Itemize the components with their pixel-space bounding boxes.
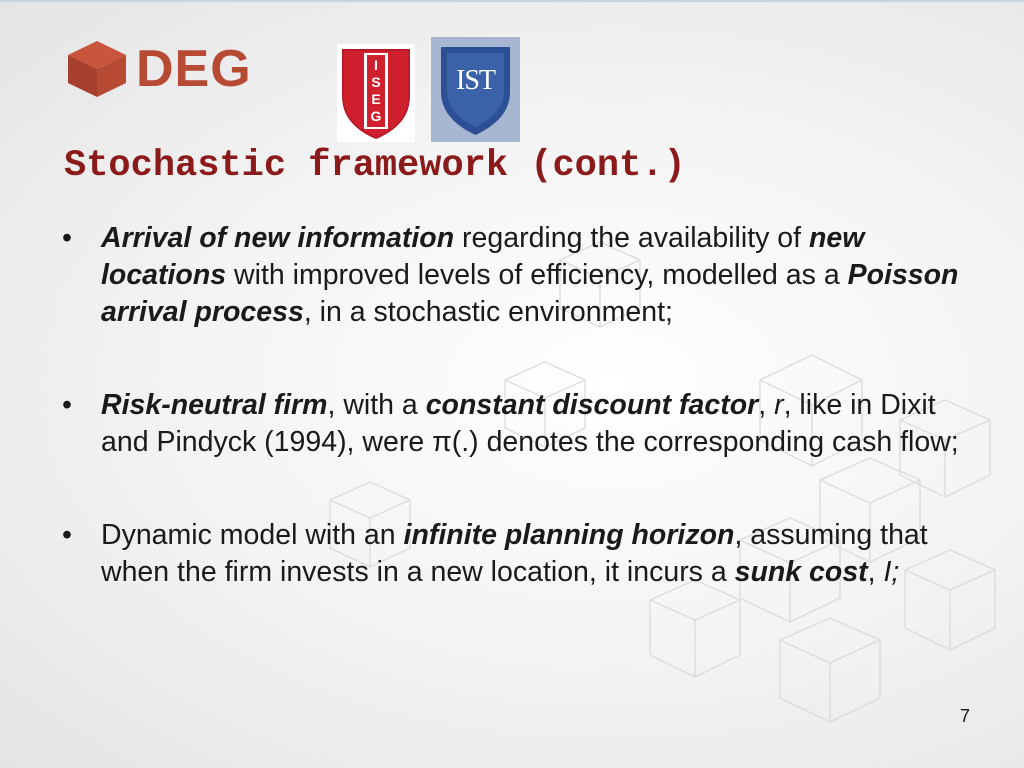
iseg-letter-g: G [370, 108, 382, 124]
term-arrival-of-new-information: Arrival of new information [101, 222, 455, 254]
bullet-text: , like in Dixit and Pindyck (1994), were π(.) denotes the corresponding cash flow; [101, 389, 959, 458]
bullet-text: , in a stochastic environment; [303, 296, 673, 328]
bullet-text: , [758, 389, 775, 421]
iseg-letter-e: E [371, 91, 381, 107]
term-infinite-planning-horizon: infinite planning horizon [403, 519, 735, 551]
term-new-locations: new locations [101, 222, 865, 291]
term-poisson-arrival-process: Poisson arrival process [101, 259, 959, 328]
symbol-i: I; [883, 556, 900, 588]
term-constant-discount-factor: constant discount factor [425, 389, 759, 421]
iseg-letter-s: S [371, 74, 381, 90]
page-number: 7 [959, 706, 970, 726]
deg-logo [64, 38, 264, 100]
bullet-text: , with a [327, 389, 426, 421]
deg-logo-text: DEG [136, 40, 252, 98]
ist-logo [431, 37, 520, 142]
bullet-item [60, 220, 960, 331]
iseg-letter-i: I [374, 57, 378, 73]
bullet-dot: • [62, 519, 72, 551]
term-risk-neutral-firm: Risk-neutral firm [101, 389, 328, 421]
bullet-list [60, 220, 960, 591]
bullet-text: , assuming that when the firm invests in a new location, it incurs a [101, 519, 928, 588]
deg-cube-icon [64, 38, 130, 100]
bullet-text: , [867, 556, 884, 588]
bullet-dot: • [62, 222, 72, 254]
iseg-logo [337, 44, 415, 142]
bullet-item [60, 517, 960, 591]
bullet-text: with improved levels of efficiency, modelled as a [226, 259, 848, 291]
bullet-dot: • [62, 389, 72, 421]
ist-logo-text: IST [456, 65, 495, 96]
bullet-text: regarding the availability of [454, 222, 809, 254]
symbol-r: r [774, 389, 784, 421]
slide-title: Stochastic framework (cont.) [64, 145, 686, 187]
bullet-text: Dynamic model with an [101, 519, 404, 551]
term-sunk-cost: sunk cost [734, 556, 868, 588]
bullet-item [60, 387, 960, 461]
